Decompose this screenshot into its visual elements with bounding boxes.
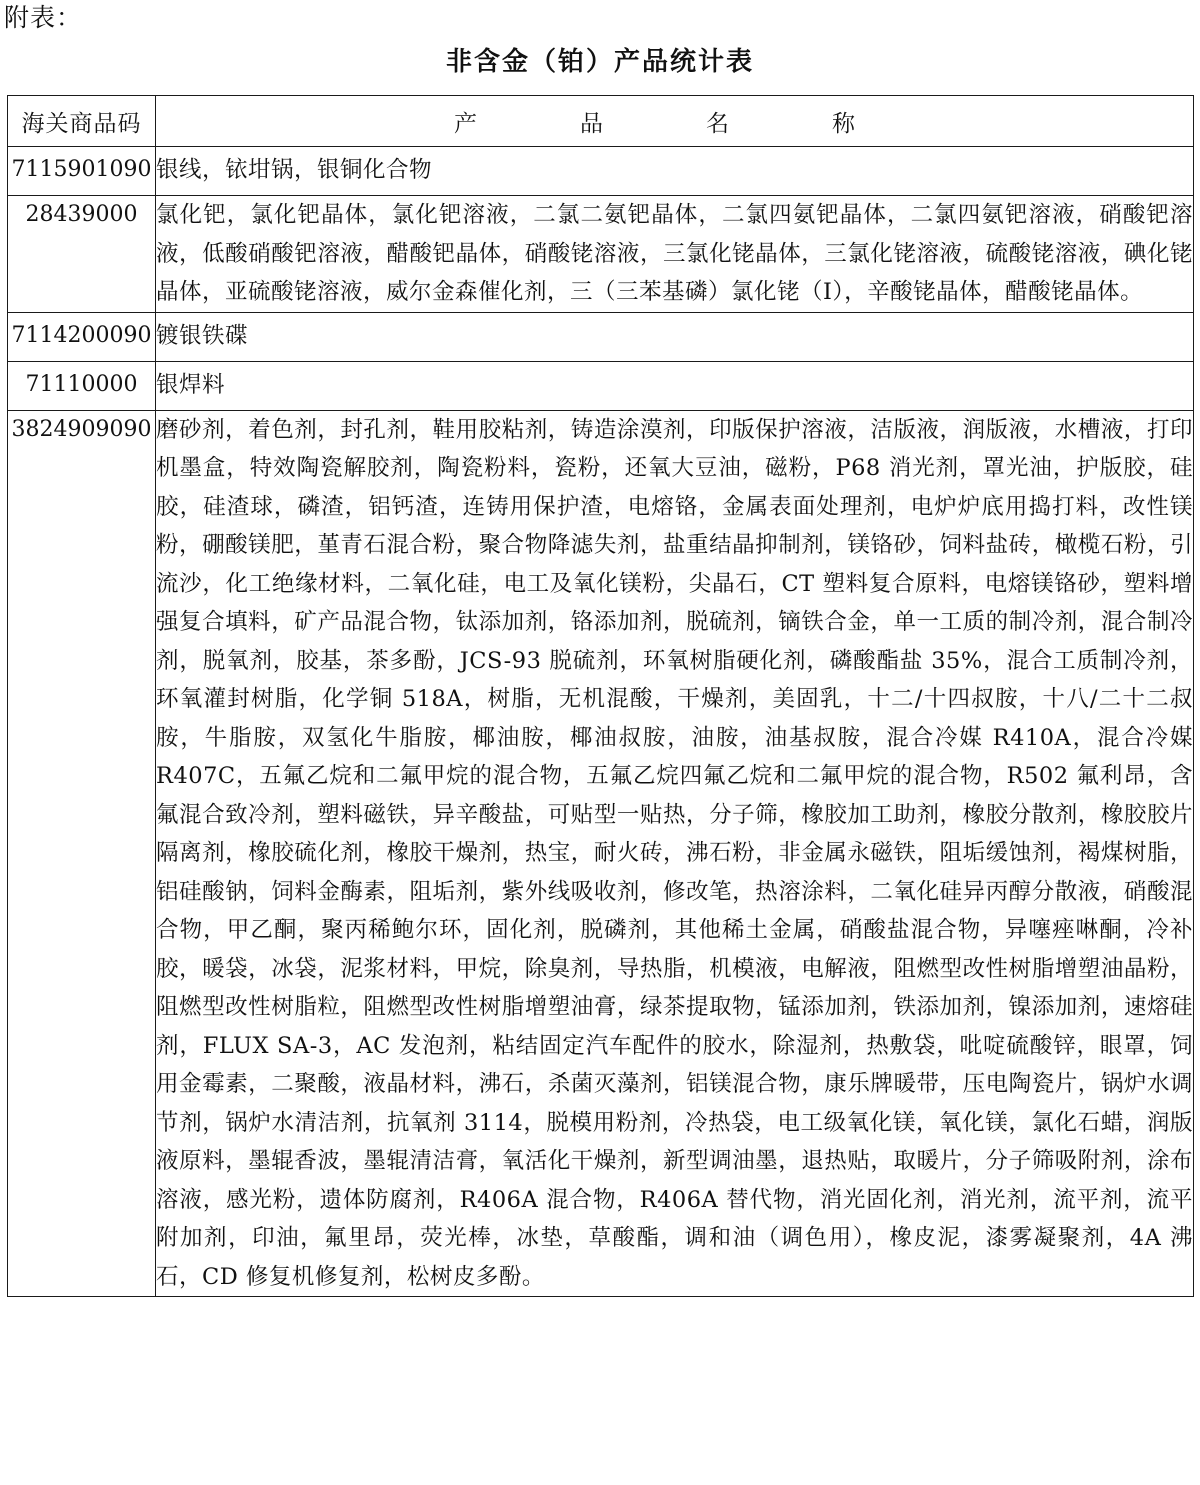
table-row — [8, 147, 1194, 196]
product-name-cell: 银线，铱坩锅，银铜化合物 — [156, 147, 1194, 196]
table-body — [8, 147, 1194, 1297]
table-row — [8, 196, 1194, 313]
product-name-cell: 氯化钯，氯化钯晶体，氯化钯溶液，二氯二氨钯晶体，二氯四氨钯晶体，二氯四氨钯溶液，硝酸钯溶液，低酸硝酸钯溶液，醋酸钯晶体，硝酸铑溶液，三氯化铑晶体，三氯化铑溶液，硫酸铑溶液，碘化铑晶体，亚硫酸铑溶液，威尔金森催化剂，三（三苯基磷）氯化铑（I），辛酸铑晶体，醋酸铑晶体。 — [156, 196, 1194, 313]
table-header-row — [8, 96, 1194, 147]
customs-code-cell: 7115901090 — [8, 147, 156, 196]
table-row — [8, 312, 1194, 361]
product-name-cell: 镀银铁碟 — [156, 312, 1194, 361]
product-name-cell: 银焊料 — [156, 361, 1194, 410]
header-customs-code: 海关商品码 — [8, 96, 156, 147]
customs-code-cell: 7114200090 — [8, 312, 156, 361]
customs-code-cell: 71110000 — [8, 361, 156, 410]
table-row — [8, 361, 1194, 410]
customs-code-cell: 28439000 — [8, 196, 156, 313]
product-name-cell: 磨砂剂，着色剂，封孔剂，鞋用胶粘剂，铸造涂漠剂，印版保护溶液，洁版液，润版液，水槽液，打印机墨盒，特效陶瓷解胶剂，陶瓷粉料，瓷粉，还氧大豆油，磁粉，P68 消光剂，罩光油，护版胶，硅胶，硅渣球，磷渣，铝钙渣，连铸用保护渣，电熔铬，金属表面处理剂，电炉炉底用捣打料，改性镁粉，硼酸镁肥，堇青石混合粉，聚合物降滤失剂，盐重结晶抑制剂，镁铬砂，饲料盐砖，橄榄石粉，引流沙，化工绝缘材料，二氧化硅，电工及氧化镁粉，尖晶石，CT 塑料复合原料，电熔镁铬砂，塑料增强复合填料，矿产品混合物，钛添加剂，铬添加剂，脱硫剂，镝铁合金，单一工质的制冷剂，混合制冷剂，脱氧剂，胶基，茶多酚，JCS-93 脱硫剂，环氧树脂硬化剂，磷酸酯盐 35%，混合工质制冷剂，环氧灌封树脂，化学铜 518A，树脂，无机混酸，干燥剂，美固乳，十二/十四叔胺，十八/二十二叔胺，牛脂胺，双氢化牛脂胺，椰油胺，椰油叔胺，油胺，油基叔胺，混合冷媒 R410A，混合冷媒 R407C，五氟乙烷和二氟甲烷的混合物，五氟乙烷四氟乙烷和二氟甲烷的混合物，R502 氟利昂，含氟混合致冷剂，塑料磁铁，异辛酸盐，可贴型一贴热，分子筛，橡胶加工助剂，橡胶分散剂，橡胶胶片隔离剂，橡胶硫化剂，橡胶干燥剂，热宝，耐火砖，沸石粉，非金属永磁铁，阻垢缓蚀剂，褐煤树脂，铝硅酸钠，饲料金酶素，阻垢剂，紫外线吸收剂，修改笔，热溶涂料，二氧化硅异丙醇分散液，硝酸混合物，甲乙酮，聚丙稀鲍尔环，固化剂，脱磷剂，其他稀土金属，硝酸盐混合物，异噻痤啉酮，冷补胶，暖袋，冰袋，泥浆材料，甲烷，除臭剂，导热脂，机模液，电解液，阻燃型改性树脂增塑油晶粉，阻燃型改性树脂粒，阻燃型改性树脂增塑油膏，绿茶提取物，锰添加剂，铁添加剂，镍添加剂，速熔硅剂，FLUX SA-3，AC 发泡剂，粘结固定汽车配件的胶水，除湿剂，热敷袋，吡啶硫酸锌，眼罩，饲用金霉素，二聚酸，液晶材料，沸石，杀菌灭藻剂，铝镁混合物，康乐牌暖带，压电陶瓷片，锅炉水调节剂，锅炉水清洁剂，抗氧剂 3114，脱模用粉剂，冷热袋，电工级氧化镁，氧化镁，氯化石蜡，润版液原料，墨辊香波，墨辊清洁膏，氧活化干燥剂，新型调油墨，退热贴，取暖片，分子筛吸附剂，涂布溶液，感光粉，遗体防腐剂，R406A 混合物，R406A 替代物，消光固化剂，消光剂，流平剂，流平附加剂，印油，氟里昂，荧光棒，冰垫，草酸酯，调和油（调色用），橡皮泥，漆雾凝聚剂，4A 沸石，CD 修复机修复剂，松树皮多酚。 — [156, 410, 1194, 1297]
document-title: 非含金（铂）产品统计表 — [445, 47, 754, 77]
customs-code-cell: 3824909090 — [8, 410, 156, 1297]
header-product-name: 产 品 名 称 — [156, 96, 1194, 147]
annex-label: 附表： — [4, 3, 83, 32]
product-statistics-table — [7, 95, 1194, 1297]
table-row — [8, 410, 1194, 1297]
table-header — [8, 96, 1194, 147]
